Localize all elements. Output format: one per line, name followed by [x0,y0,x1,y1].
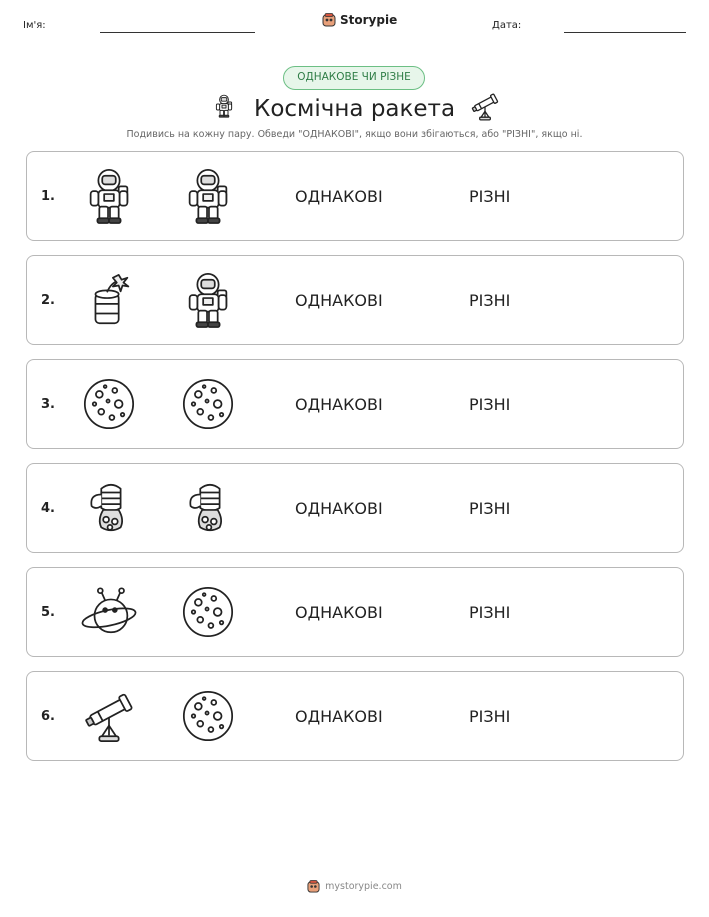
instructions: Подивись на кожну пару. Обведи "ОДНАКОВІ", якщо вони збігаються, або "РІЗНІ", якщо ні. [126,129,583,140]
moon-icon [179,583,237,641]
different-option[interactable]: РІЗНІ [469,291,511,310]
moon-icon [179,687,237,745]
storypie-mascot-icon [307,880,320,893]
alien-ship-icon [80,583,138,641]
astronaut-icon [179,271,237,329]
row-number: 2. [41,293,55,308]
date-label: Дата: [492,20,522,31]
row-number: 3. [41,397,55,412]
brand-logo [322,13,397,27]
row-number: 6. [41,709,55,724]
same-option[interactable]: ОДНАКОВІ [295,603,383,622]
different-option[interactable]: РІЗНІ [469,395,511,414]
moon-icon [179,375,237,433]
row-number: 5. [41,605,55,620]
exercise-row [26,151,684,241]
different-option[interactable]: РІЗНІ [469,603,511,622]
brand-name: Storypie [340,13,398,27]
same-option[interactable]: ОДНАКОВІ [295,707,383,726]
name-line[interactable] [100,32,255,33]
row-number: 1. [41,189,55,204]
footer-site: mystorypie.com [325,881,402,892]
exercise-row [26,359,684,449]
rocket-icon [179,479,237,537]
page-title: Космічна ракета [254,96,456,122]
different-option[interactable]: РІЗНІ [469,187,511,206]
telescope-icon [80,687,138,745]
exercise-row [26,463,684,553]
name-label: Ім'я: [23,20,46,31]
different-option[interactable]: РІЗНІ [469,499,511,518]
astronaut-icon [179,167,237,225]
worksheet-badge: ОДНАКОВЕ ЧИ РІЗНЕ [283,66,425,90]
storypie-mascot-icon [322,13,336,27]
exercise-row [26,255,684,345]
footer [0,880,709,893]
same-option[interactable]: ОДНАКОВІ [295,499,383,518]
dynamite-icon [80,271,138,329]
astronaut-icon [212,89,236,123]
same-option[interactable]: ОДНАКОВІ [295,291,383,310]
telescope-icon [469,89,501,123]
same-option[interactable]: ОДНАКОВІ [295,395,383,414]
exercise-row [26,567,684,657]
same-option[interactable]: ОДНАКОВІ [295,187,383,206]
row-number: 4. [41,501,55,516]
different-option[interactable]: РІЗНІ [469,707,511,726]
moon-icon [80,375,138,433]
astronaut-icon [80,167,138,225]
date-line[interactable] [564,32,686,33]
rocket-icon [80,479,138,537]
exercise-row [26,671,684,761]
